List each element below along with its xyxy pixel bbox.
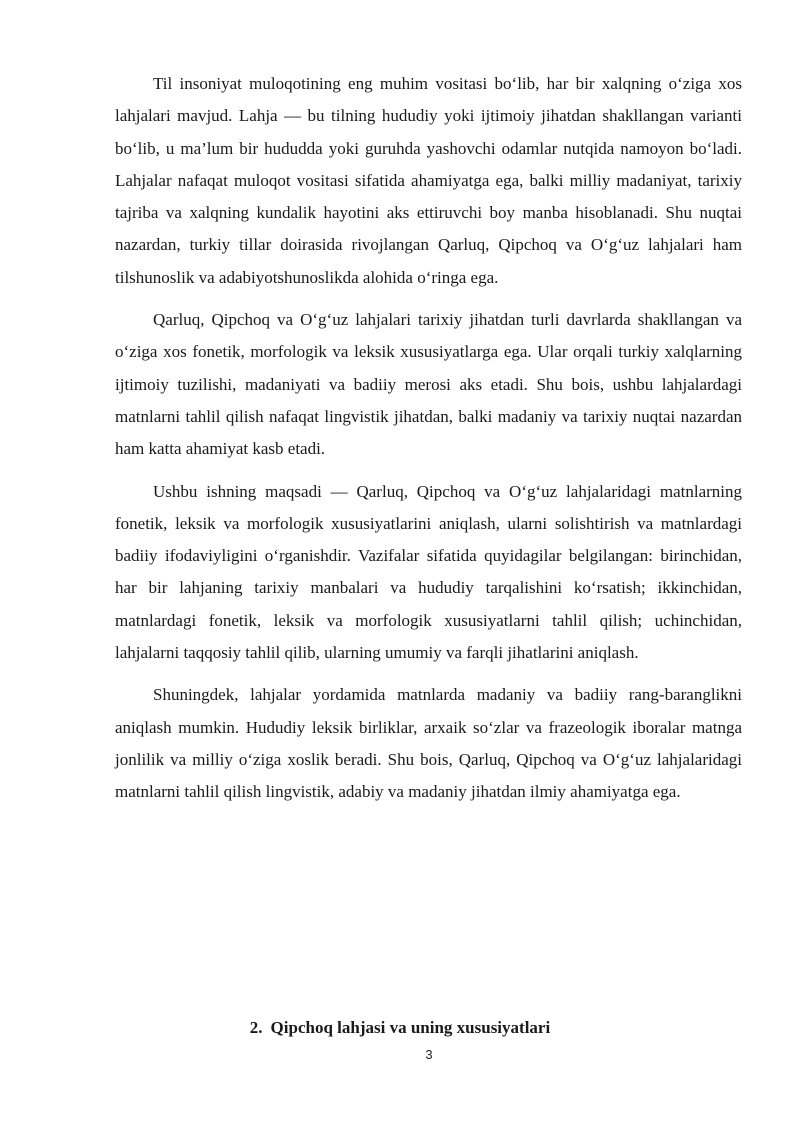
paragraph-3: Ushbu ishning maqsadi — Qarluq, Qipchoq va O‘g‘uz lahjalaridagi matnlarning fonetik, leksik va morfologik xususiyatlarini aniqlash, ularni solishtirish va matnlardagi badiiy ifodaviyligini o‘rganishdir. Vazifalar sifatida quyidagilar belgilangan: birinchidan, har bir lahjaning tarixiy manbalari va hududiy tarqalishini ko‘rsatish; ikkinchidan, matnlardagi fonetik, leksik va morfologik xususiyatlarni tahlil qilish; uchinchidan, lahjalarni taqqosiy tahlil qilib, ularning umumiy va farqli jihatlarini aniqlash. [115, 481, 742, 663]
page-body [115, 68, 742, 819]
section-heading [0, 1016, 800, 1040]
section-number: 2. [249, 1018, 263, 1037]
paragraph-4: Shuningdek, lahjalar yordamida matnlarda madaniy va badiiy rang-baranglikni aniqlash mumkin. Hududiy leksik birliklar, arxaik so‘zlar va frazeologik iboralar matnga jonlilik va milliy o‘ziga xoslik beradi. Shu bois, Qarluq, Qipchoq va O‘g‘uz lahjalaridagi matnlarni tahlil qilish lingvistik, adabiy va madaniy jihatdan ilmiy ahamiyatga ega. [115, 685, 742, 802]
paragraph-2: Qarluq, Qipchoq va O‘g‘uz lahjalari tarixiy jihatdan turli davrlarda shakllangan va o‘ziga xos fonetik, morfologik va leksik xususiyatlarga ega. Ular orqali turkiy xalqlarning ijtimoiy tuzilishi, madaniyati va badiiy merosi aks etadi. Shu bois, ushbu lahjalardagi matnlarni tahlil qilish nafaqat lingvistik jihatdan, balki madaniy va tarixiy nuqtai nazardan ham katta ahamiyat kasb etadi. [115, 310, 742, 459]
section-title: Qipchoq lahjasi va uning xususiyatlari [270, 1018, 551, 1037]
page-number: 3 [425, 1047, 433, 1062]
paragraph-1: Til insoniyat muloqotining eng muhim vositasi bo‘lib, har bir xalqning o‘ziga xos lahjalari mavjud. Lahja — bu tilning hududiy yoki ijtimoiy jihatdan shakllangan varianti bo‘lib, u ma’lum bir hududda yoki guruhda yashovchi odamlar nutqida namoyon bo‘ladi. Lahjalar nafaqat muloqot vositasi sifatida ahamiyatga ega, balki milliy madaniyat, tarixiy tajriba va xalqning kundalik hayotini aks ettiruvchi boy manba hisoblanadi. Shu nuqtai nazardan, turkiy tillar doirasida rivojlangan Qarluq, Qipchoq va O‘g‘uz lahjalari ham tilshunoslik va adabiyotshunoslikda alohida o‘ringa ega. [115, 74, 742, 287]
